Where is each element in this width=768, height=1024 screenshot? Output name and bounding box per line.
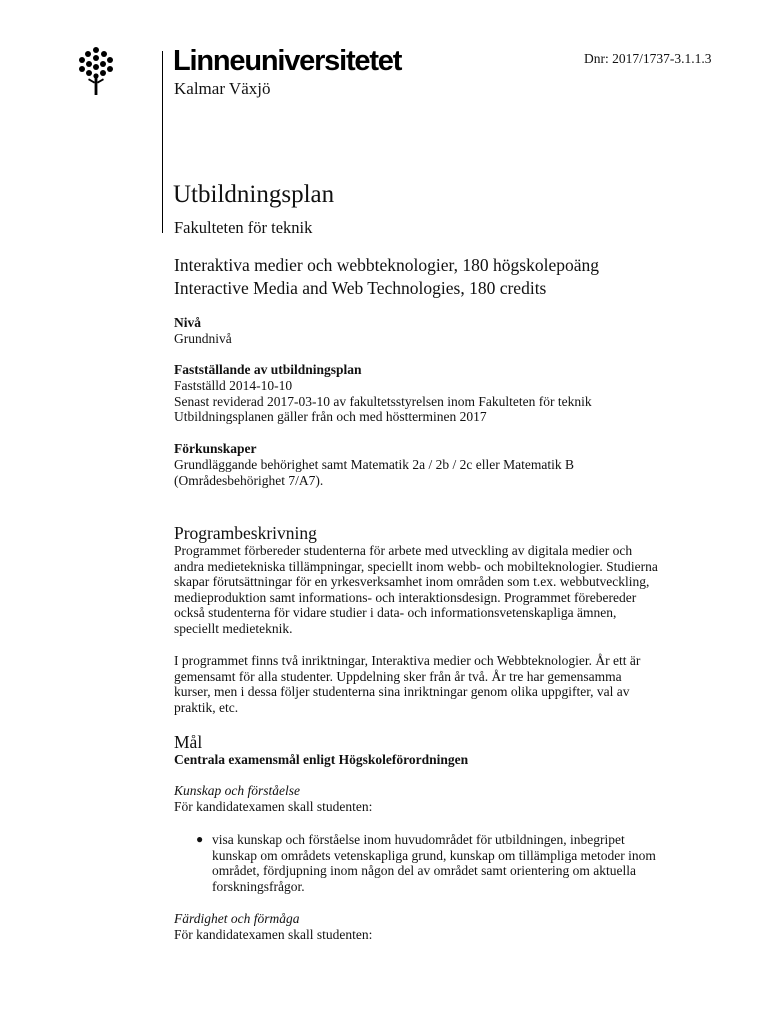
- paragraph-line: också studenterna för vidare studier i data- och informationsvetenskapliga ämnen,: [174, 605, 617, 621]
- header-divider: [162, 51, 163, 233]
- faststallande-line: Senast reviderad 2017-03-10 av fakultetsstyrelsen inom Fakulteten för teknik: [174, 393, 592, 409]
- paragraph-line: kurser, men i dessa följer studenterna sina inriktningar genom olika uppgifter, val av: [174, 684, 630, 700]
- list-item-line: forskningsfrågor.: [212, 878, 305, 894]
- niva-heading: Nivå: [174, 315, 201, 330]
- forkunskaper-line: Grundläggande behörighet samt Matematik 2a / 2b / 2c eller Matematik B: [174, 457, 575, 472]
- paragraph-line: I programmet finns två inriktningar, Interaktiva medier och Webbteknologier. År ett är: [174, 653, 641, 668]
- niva-value: Grundnivå: [174, 331, 232, 346]
- forkunskaper-line: (Områdesbehörighet 7/A7).: [174, 472, 324, 488]
- paragraph-line: andra medietekniska tillämpningar, speciellt inom webb- och mobilteknologier. Studierna: [174, 558, 658, 574]
- niva-section: [174, 315, 694, 347]
- fardighet-heading: Färdighet och förmåga: [174, 911, 300, 926]
- programbeskrivning-heading: Programbeskrivning: [174, 523, 317, 543]
- list-item-line: området, fördjupning inom någon del av området samt orientering om aktuella: [212, 863, 637, 879]
- paragraph-line: gemensamt för alla studenter. Uppdelning sker från år två. År tre har gemensamma: [174, 668, 622, 684]
- list-item-line: kunskap om områdets vetenskapliga grund, kunskap om tillämpliga metoder inom: [212, 847, 656, 863]
- mal-subheading: Centrala examensmål enligt Högskoleförordningen: [174, 752, 469, 767]
- programme-name-sv: Interaktiva medier och webbteknologier, 180 högskolepoäng: [174, 255, 600, 275]
- paragraph-line: praktik, etc.: [174, 699, 239, 715]
- mal-section: [174, 732, 694, 768]
- brand-subtitle: Kalmar Växjö: [174, 79, 271, 98]
- tree-icon: [78, 46, 114, 96]
- list-item-line: visa kunskap och förståelse inom huvudområdet för utbildningen, inbegripet: [212, 832, 625, 847]
- faststallande-section: [174, 362, 694, 425]
- faculty-name: Fakulteten för teknik: [174, 218, 313, 237]
- document-title: Utbildningsplan: [173, 181, 335, 208]
- faststallande-line: Fastställd 2014-10-10: [174, 378, 293, 393]
- forkunskaper-section: [174, 441, 694, 488]
- document-number: Dnr: 2017/1737-3.1.1.3: [584, 51, 712, 66]
- paragraph-line: speciellt medieteknik.: [174, 620, 293, 636]
- programbeskrivning-paragraph-2: [174, 653, 694, 715]
- faststallande-heading: Fastställande av utbildningsplan: [174, 362, 362, 377]
- kunskap-intro: För kandidatexamen skall studenten:: [174, 799, 373, 814]
- brand-name: Linneuniversitetet: [173, 45, 402, 77]
- paragraph-line: Programmet förbereder studenterna för arbete med utveckling av digitala medier och: [174, 543, 633, 558]
- list-item-text: [212, 832, 656, 894]
- bullet-dot-icon: ●: [196, 832, 204, 846]
- kunskap-section: [174, 783, 694, 815]
- programme-name-en: Interactive Media and Web Technologies, 180 credits: [174, 278, 547, 298]
- fardighet-intro: För kandidatexamen skall studenten:: [174, 927, 373, 942]
- paragraph-line: skapar förutsättningar för en yrkesverksamhet inom områden som t.ex. webbutveckling,: [174, 574, 650, 590]
- mal-heading: Mål: [174, 732, 203, 752]
- programbeskrivning-section: [174, 523, 694, 637]
- fardighet-section: [174, 911, 694, 943]
- paragraph-line: medieproduktion samt informations- och interaktionsdesign. Programmet förebereder: [174, 589, 637, 605]
- kunskap-heading: Kunskap och förståelse: [174, 783, 300, 798]
- faststallande-line: Utbildningsplanen gäller från och med höstterminen 2017: [174, 409, 487, 425]
- forkunskaper-heading: Förkunskaper: [174, 441, 257, 456]
